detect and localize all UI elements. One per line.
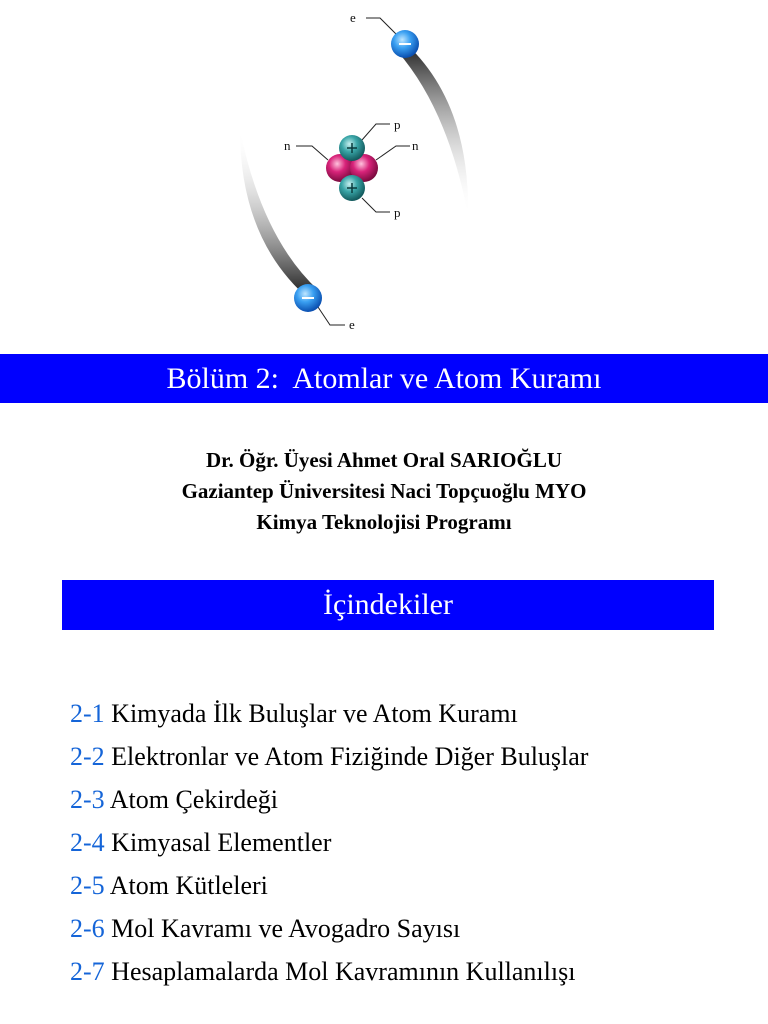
toc-title: İçindekiler: [323, 588, 453, 621]
label-neutron-right: n: [412, 138, 419, 153]
toc-item-number: 2-3: [70, 785, 105, 814]
atom-diagram: [0, 0, 768, 345]
label-neutron-left: n: [284, 138, 291, 153]
toc-item-text: Hesaplamalarda Mol Kavramının Kullanılışı: [104, 957, 576, 986]
toc-item[interactable]: [70, 864, 760, 907]
toc-item[interactable]: [70, 950, 760, 993]
toc-item-text: Kimyada İlk Buluşlar ve Atom Kuramı: [104, 699, 518, 728]
toc-item-text: Atom Çekirdeği: [104, 785, 278, 814]
toc-item-text: Mol Kavramı ve Avogadro Sayısı: [104, 914, 461, 943]
author-institution: Gaziantep Üniversitesi Naci Topçuoğlu MYO: [181, 479, 587, 503]
toc-item-text: Atom Kütleleri: [104, 871, 268, 900]
toc-item-number: 2-7: [70, 957, 105, 986]
toc-item[interactable]: [70, 735, 760, 778]
orbit-trail-bottom: [240, 130, 318, 300]
toc-item-number: 2-2: [70, 742, 105, 771]
toc-item-text: Kimyasal Elementler: [104, 828, 332, 857]
nucleus: [326, 135, 378, 201]
electron-top: [391, 30, 419, 58]
author-program: Kimya Teknolojisi Programı: [256, 510, 512, 534]
label-electron-top: e: [350, 10, 356, 25]
toc-item[interactable]: [70, 692, 760, 735]
label-proton-top: p: [394, 117, 401, 132]
label-electron-bottom: e: [349, 317, 355, 332]
author-name: Dr. Öğr. Üyesi Ahmet Oral SARIOĞLU: [205, 448, 563, 472]
toc-item-number: 2-5: [70, 871, 105, 900]
chapter-title-banner: [0, 354, 768, 403]
toc-title-banner: [62, 580, 714, 630]
toc-item-number: 2-4: [70, 828, 105, 857]
toc-item[interactable]: [70, 821, 760, 864]
orbit-trail-top: [398, 40, 468, 215]
toc-item[interactable]: [70, 907, 760, 950]
toc-item[interactable]: [70, 778, 760, 821]
toc-list: [70, 692, 760, 993]
author-block: [0, 445, 768, 538]
toc-item-number: 2-1: [70, 699, 105, 728]
chapter-title: Bölüm 2: Atomlar ve Atom Kuramı: [166, 361, 602, 395]
toc-item-text: Elektronlar ve Atom Fiziğinde Diğer Buluşlar: [104, 742, 589, 771]
label-proton-bottom: p: [394, 205, 401, 220]
electron-bottom: [294, 284, 322, 312]
toc-item-number: 2-6: [70, 914, 105, 943]
